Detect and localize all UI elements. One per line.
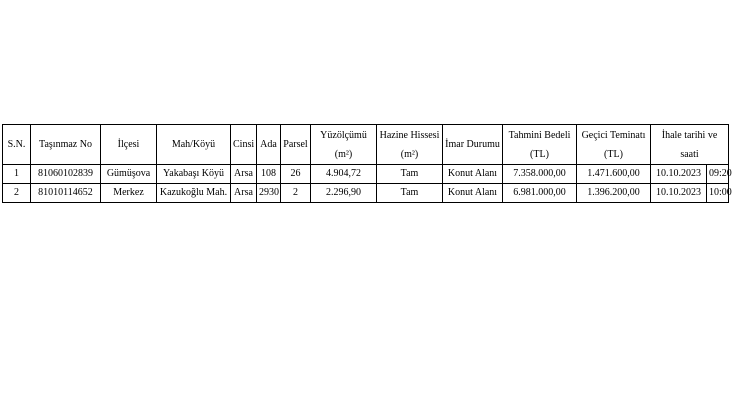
header-treasury-share-unit: (m²)	[400, 148, 419, 160]
cell-parcel-no: 81010114652	[31, 184, 101, 203]
cell-area: 2.296,90	[311, 184, 377, 203]
cell-zoning: Konut Alanı	[443, 184, 503, 203]
header-row	[3, 125, 729, 165]
header-area-unit: (m²)	[334, 148, 353, 160]
cell-neighborhood: Yakabaşı Köyü	[157, 165, 231, 184]
cell-zoning: Konut Alanı	[443, 165, 503, 184]
header-parcel: Parsel	[281, 125, 311, 165]
cell-tender-date: 10.10.2023	[651, 165, 707, 184]
header-tender-datetime	[651, 125, 729, 165]
header-tender-datetime-line2: saati	[680, 148, 699, 160]
header-area-label: Yüzölçümü	[320, 129, 367, 141]
cell-parcel-no: 81060102839	[31, 165, 101, 184]
table-row	[3, 165, 729, 184]
header-treasury-share	[377, 125, 443, 165]
cell-deposit: 1.471.600,00	[577, 165, 651, 184]
cell-sn: 2	[3, 184, 31, 203]
header-neighborhood: Mah/Köyü	[157, 125, 231, 165]
header-block: Ada	[257, 125, 281, 165]
header-district: İlçesi	[101, 125, 157, 165]
cell-block: 2930	[257, 184, 281, 203]
cell-district: Merkez	[101, 184, 157, 203]
cell-block: 108	[257, 165, 281, 184]
header-estimated-value-label: Tahmini Bedeli	[508, 129, 571, 141]
header-sn: S.N.	[3, 125, 31, 165]
table-row	[3, 184, 729, 203]
cell-area: 4.904,72	[311, 165, 377, 184]
header-type: Cinsi	[231, 125, 257, 165]
header-estimated-value	[503, 125, 577, 165]
cell-tender-time: 09:20	[707, 165, 729, 184]
cell-sn: 1	[3, 165, 31, 184]
cell-type: Arsa	[231, 184, 257, 203]
cell-parcel: 2	[281, 184, 311, 203]
cell-tender-time: 10:00	[707, 184, 729, 203]
tender-table	[2, 124, 732, 203]
header-parcel-no: Taşınmaz No	[31, 125, 101, 165]
cell-neighborhood: Kazukoğlu Mah.	[157, 184, 231, 203]
cell-treasury-share: Tam	[377, 165, 443, 184]
header-zoning: İmar Durumu	[443, 125, 503, 165]
header-deposit-unit: (TL)	[604, 148, 623, 160]
cell-estimated-value: 7.358.000,00	[503, 165, 577, 184]
header-deposit	[577, 125, 651, 165]
cell-estimated-value: 6.981.000,00	[503, 184, 577, 203]
header-deposit-label: Geçici Teminatı	[581, 129, 646, 141]
header-estimated-value-unit: (TL)	[530, 148, 549, 160]
header-treasury-share-label: Hazine Hissesi	[379, 129, 440, 141]
header-area	[311, 125, 377, 165]
cell-district: Gümüşova	[101, 165, 157, 184]
cell-tender-date: 10.10.2023	[651, 184, 707, 203]
cell-type: Arsa	[231, 165, 257, 184]
cell-deposit: 1.396.200,00	[577, 184, 651, 203]
cell-treasury-share: Tam	[377, 184, 443, 203]
cell-parcel: 26	[281, 165, 311, 184]
header-tender-datetime-line1: İhale tarihi ve	[661, 129, 718, 141]
